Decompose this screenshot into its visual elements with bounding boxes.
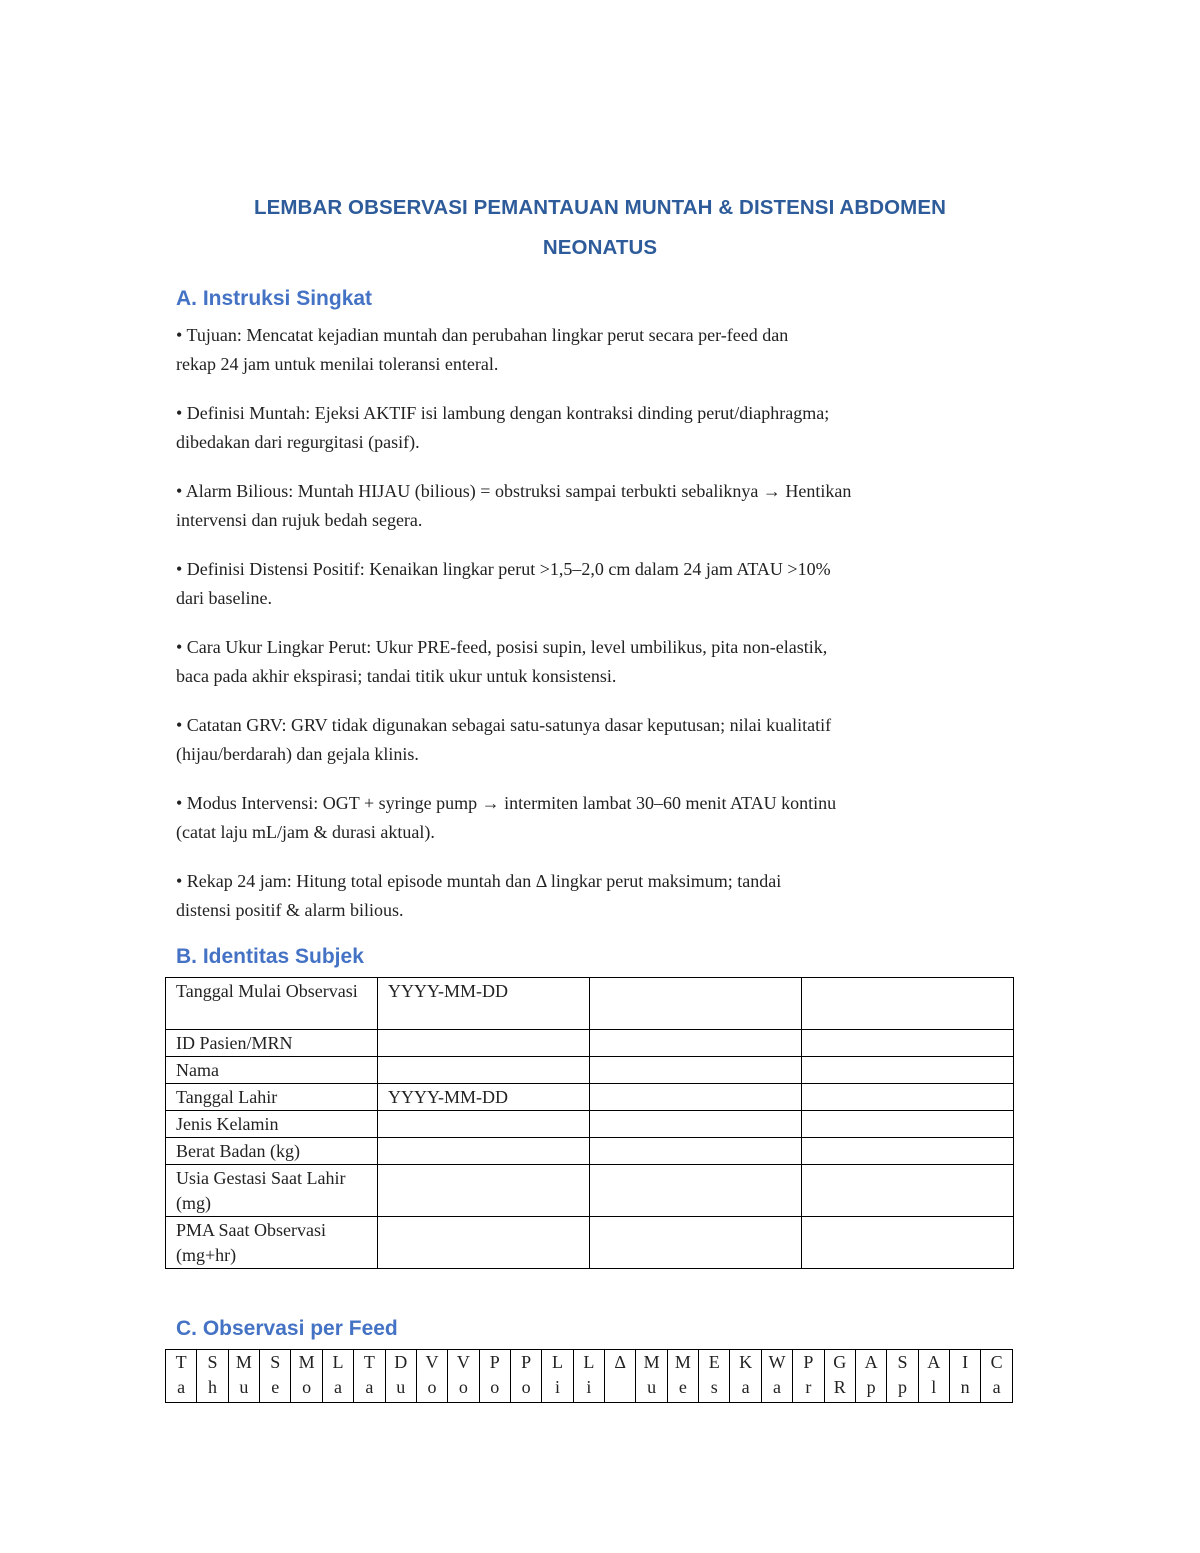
bullet-line: intervensi dan rujuk bedah segera. — [176, 510, 423, 530]
feed-col-header — [291, 1350, 322, 1403]
header-char-top: M — [298, 1352, 315, 1372]
header-char-bottom: u — [396, 1377, 406, 1397]
header-char-bottom: u — [647, 1377, 657, 1397]
field-value[interactable]: YYYY-MM-DD — [378, 978, 590, 1030]
field-extra[interactable] — [590, 1165, 802, 1217]
field-value[interactable] — [378, 1138, 590, 1165]
feed-col-header — [322, 1350, 353, 1403]
header-char-top: V — [425, 1352, 439, 1372]
feed-col-header — [699, 1350, 730, 1403]
header-char-bottom: a — [773, 1377, 781, 1397]
header-char-bottom: u — [239, 1377, 249, 1397]
bullet-line: baca pada akhir ekspirasi; tandai titik ukur untuk konsistensi. — [176, 666, 617, 686]
field-value[interactable] — [378, 1217, 590, 1269]
instruction-bullet — [176, 321, 1036, 379]
instruction-bullet — [176, 399, 1036, 457]
header-char-top: S — [897, 1352, 908, 1372]
field-label: Berat Badan (kg) — [166, 1138, 378, 1165]
feed-col-header — [354, 1350, 385, 1403]
table-row — [166, 1217, 1014, 1269]
header-char-bottom: o — [490, 1377, 500, 1397]
header-char-bottom: p — [897, 1377, 907, 1397]
header-char-bottom: r — [805, 1377, 812, 1397]
field-extra[interactable] — [802, 1057, 1014, 1084]
field-extra[interactable] — [802, 1030, 1014, 1057]
bullet-line: • Definisi Muntah: Ejeksi AKTIF isi lambung dengan kontraksi dinding perut/diaphragma; — [176, 403, 830, 423]
field-label: PMA Saat Observasi (mg+hr) — [166, 1217, 378, 1269]
feed-observation-table — [165, 1349, 1013, 1403]
header-char-top: M — [643, 1352, 660, 1372]
header-char-top: P — [521, 1352, 532, 1372]
header-char-top: M — [235, 1352, 252, 1372]
header-char-bottom: h — [208, 1377, 218, 1397]
header-char-bottom: a — [333, 1377, 342, 1397]
bullet-line: (catat laju mL/jam & durasi aktual). — [176, 822, 435, 842]
field-value[interactable] — [378, 1165, 590, 1217]
bullet-line: • Definisi Distensi Positif: Kenaikan lingkar perut >1,5–2,0 cm dalam 24 jam ATAU >10% — [176, 559, 831, 579]
feed-col-header — [166, 1350, 197, 1403]
feed-col-header — [197, 1350, 228, 1403]
bullet-line: dibedakan dari regurgitasi (pasif). — [176, 432, 420, 452]
header-char-bottom: s — [710, 1377, 718, 1397]
header-char-top: W — [768, 1352, 786, 1372]
header-char-bottom: o — [427, 1377, 437, 1397]
feed-col-header — [667, 1350, 698, 1403]
field-extra[interactable] — [590, 1084, 802, 1111]
header-char-bottom: e — [678, 1377, 687, 1397]
header-char-top: P — [489, 1352, 500, 1372]
field-extra[interactable] — [802, 978, 1014, 1030]
feed-col-header — [949, 1350, 980, 1403]
field-extra[interactable] — [590, 1057, 802, 1084]
title-line-2: NEONATUS — [542, 236, 658, 259]
feed-col-header — [385, 1350, 416, 1403]
header-char-bottom: p — [866, 1377, 876, 1397]
feed-col-header — [605, 1350, 636, 1403]
feed-col-header — [730, 1350, 761, 1403]
bullet-line: dari baseline. — [176, 588, 272, 608]
header-char-top: L — [583, 1352, 595, 1372]
bullet-line: • Alarm Bilious: Muntah HIJAU (bilious) = obstruksi sampai terbukti sebaliknya → Hentikan — [176, 481, 852, 501]
header-char-bottom: o — [302, 1377, 312, 1397]
header-char-bottom: a — [365, 1377, 374, 1397]
header-char-top: T — [175, 1352, 187, 1372]
field-value[interactable] — [378, 1057, 590, 1084]
field-extra[interactable] — [590, 1138, 802, 1165]
bullet-line: rekap 24 jam untuk menilai toleransi enteral. — [176, 354, 499, 374]
field-label: Jenis Kelamin — [166, 1111, 378, 1138]
table-row — [166, 1084, 1014, 1111]
header-char-top: K — [739, 1352, 753, 1372]
header-char-bottom: a — [992, 1377, 1001, 1397]
field-label: ID Pasien/MRN — [166, 1030, 378, 1057]
table-row — [166, 1111, 1014, 1138]
feed-col-header — [479, 1350, 510, 1403]
header-char-top: P — [803, 1352, 814, 1372]
field-label: Tanggal Mulai Observasi — [166, 978, 378, 1030]
header-char-top: T — [363, 1352, 375, 1372]
field-extra[interactable] — [802, 1111, 1014, 1138]
header-char-top: S — [207, 1352, 218, 1372]
instruction-bullet — [176, 633, 1036, 691]
feed-col-header — [981, 1350, 1013, 1403]
feed-col-header — [636, 1350, 667, 1403]
header-char-bottom: l — [931, 1377, 937, 1397]
feed-col-header — [416, 1350, 447, 1403]
bullet-line: • Rekap 24 jam: Hitung total episode muntah dan Δ lingkar perut maksimum; tandai — [176, 871, 782, 891]
field-extra[interactable] — [802, 1138, 1014, 1165]
header-char-bottom: o — [521, 1377, 531, 1397]
field-extra[interactable] — [590, 1030, 802, 1057]
header-char-top: M — [674, 1352, 691, 1372]
field-extra[interactable] — [590, 1111, 802, 1138]
table-row — [166, 978, 1014, 1030]
instruction-bullet — [176, 477, 1036, 535]
field-value[interactable] — [378, 1030, 590, 1057]
header-char-bottom: e — [271, 1377, 280, 1397]
bullet-line: • Tujuan: Mencatat kejadian muntah dan perubahan lingkar perut secara per-feed dan — [176, 325, 789, 345]
instruction-bullet — [176, 789, 1036, 847]
field-extra[interactable] — [590, 978, 802, 1030]
header-char-bottom: i — [586, 1377, 592, 1397]
header-char-top: A — [864, 1352, 878, 1372]
header-char-top: L — [551, 1352, 563, 1372]
instruction-bullet — [176, 711, 1036, 769]
feed-col-header — [824, 1350, 855, 1403]
feed-col-header — [260, 1350, 291, 1403]
table-row — [166, 1138, 1014, 1165]
section-b-heading: B. Identitas Subjek — [176, 945, 364, 968]
table-row — [166, 1165, 1014, 1217]
bullet-line: • Modus Intervensi: OGT + syringe pump → intermiten lambat 30–60 menit ATAU kontinu — [176, 793, 837, 813]
header-char-bottom: a — [741, 1377, 750, 1397]
field-extra[interactable] — [802, 1165, 1014, 1217]
feed-col-header — [228, 1350, 259, 1403]
feed-col-header — [761, 1350, 792, 1403]
header-char-bottom: a — [177, 1377, 186, 1397]
bullet-line: • Catatan GRV: GRV tidak digunakan sebagai satu-satunya dasar keputusan; nilai kualitatif — [176, 715, 832, 735]
field-label: Tanggal Lahir — [166, 1084, 378, 1111]
feed-col-header — [918, 1350, 949, 1403]
field-extra[interactable] — [590, 1217, 802, 1269]
feed-col-header — [573, 1350, 604, 1403]
header-char-top: D — [394, 1352, 408, 1372]
field-label: Usia Gestasi Saat Lahir (mg) — [166, 1165, 378, 1217]
section-a-heading: A. Instruksi Singkat — [176, 287, 373, 310]
table-row — [166, 1057, 1014, 1084]
field-extra[interactable] — [802, 1217, 1014, 1269]
feed-col-header — [542, 1350, 573, 1403]
field-value[interactable]: YYYY-MM-DD — [378, 1084, 590, 1111]
header-char-top: A — [927, 1352, 941, 1372]
header-char-bottom: R — [833, 1377, 846, 1397]
field-extra[interactable] — [802, 1084, 1014, 1111]
document-title — [160, 188, 1040, 268]
header-char-top: C — [990, 1352, 1003, 1372]
header-char-bottom: o — [458, 1377, 468, 1397]
feed-col-header — [855, 1350, 886, 1403]
header-char-bottom: n — [960, 1377, 970, 1397]
instruction-bullet — [176, 555, 1036, 613]
table-row — [166, 1030, 1014, 1057]
header-char-top: E — [708, 1352, 720, 1372]
bullet-line: (hijau/berdarah) dan gejala klinis. — [176, 744, 419, 764]
header-char-top: V — [456, 1352, 470, 1372]
feed-col-header — [510, 1350, 541, 1403]
instruction-bullet — [176, 867, 1036, 925]
section-c-heading: C. Observasi per Feed — [176, 1317, 398, 1340]
field-value[interactable] — [378, 1111, 590, 1138]
feed-col-header — [793, 1350, 824, 1403]
field-label: Nama — [166, 1057, 378, 1084]
identity-table — [165, 977, 1014, 1269]
bullet-line: distensi positif & alarm bilious. — [176, 900, 404, 920]
header-char-top: G — [833, 1352, 847, 1372]
feed-col-header — [448, 1350, 479, 1403]
bullet-line: • Cara Ukur Lingkar Perut: Ukur PRE-feed, posisi supin, level umbilikus, pita non-elastik, — [176, 637, 828, 657]
header-char-top: Δ — [614, 1352, 626, 1372]
feed-col-header — [887, 1350, 918, 1403]
header-char-top: L — [332, 1352, 344, 1372]
header-char-top: S — [270, 1352, 281, 1372]
header-char-top: I — [962, 1352, 969, 1372]
header-char-bottom: i — [554, 1377, 560, 1397]
title-line-1: LEMBAR OBSERVASI PEMANTAUAN MUNTAH & DISTENSI ABDOMEN — [253, 196, 947, 219]
feed-header-row — [166, 1350, 1013, 1403]
